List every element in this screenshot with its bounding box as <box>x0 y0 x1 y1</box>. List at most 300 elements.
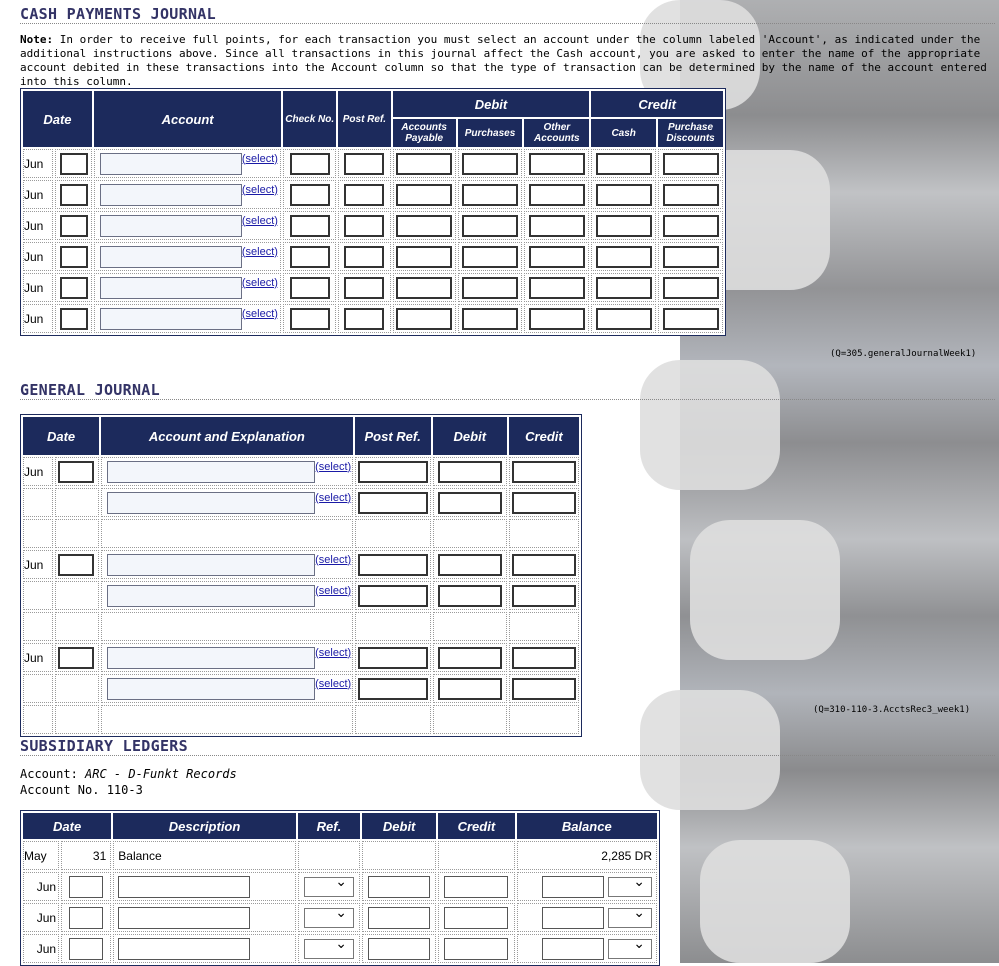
post-ref-cell <box>338 242 391 271</box>
month: Jun <box>23 180 53 209</box>
month: Jun <box>23 242 53 271</box>
month <box>23 705 53 734</box>
debit-cell <box>362 841 436 870</box>
account-cell <box>101 581 352 610</box>
debit-input[interactable] <box>368 876 430 898</box>
general-journal-table <box>20 414 582 737</box>
debit-cell <box>433 457 507 486</box>
note-label: Note: <box>20 33 54 46</box>
day-cell <box>55 674 99 703</box>
title-rule <box>20 399 995 400</box>
month: May <box>23 841 59 870</box>
header-check-no: Check No. <box>283 91 336 147</box>
other-accounts-cell <box>524 211 589 240</box>
purchases-cell <box>458 273 523 302</box>
credit-input[interactable] <box>512 678 576 700</box>
post-ref-cell <box>355 643 431 672</box>
purchase-discounts-input[interactable] <box>663 153 719 175</box>
month <box>23 519 53 548</box>
credit-input[interactable] <box>444 938 508 960</box>
day-input[interactable] <box>58 461 94 483</box>
purchases-input[interactable] <box>462 153 518 175</box>
day-input[interactable] <box>60 277 88 299</box>
day-cell <box>55 273 91 302</box>
cash-input[interactable] <box>596 215 652 237</box>
accounts-payable-input[interactable] <box>396 308 452 330</box>
select-account-link[interactable]: (select) <box>241 307 278 320</box>
other-accounts-cell <box>524 149 589 178</box>
purchase-discounts-input[interactable] <box>663 215 719 237</box>
debit-cell <box>433 519 507 548</box>
purchase-discounts-input[interactable] <box>663 277 719 299</box>
day-input[interactable] <box>69 876 103 898</box>
select-account-link[interactable]: (select) <box>241 183 278 196</box>
post-ref-input[interactable] <box>344 246 384 268</box>
purchase-discounts-input[interactable] <box>663 308 719 330</box>
debit-input[interactable] <box>438 678 502 700</box>
month: Jun <box>23 550 53 579</box>
post-ref-cell <box>355 550 431 579</box>
spacer-row <box>23 519 579 548</box>
header-description: Description <box>113 813 296 839</box>
header-date: Date <box>23 417 99 455</box>
post-ref-input[interactable] <box>344 277 384 299</box>
day-cell <box>55 211 91 240</box>
journal-row <box>23 488 579 517</box>
post-ref-input[interactable] <box>344 308 384 330</box>
month: Jun <box>23 903 59 932</box>
check-no-input[interactable] <box>290 246 330 268</box>
other-accounts-input[interactable] <box>529 277 585 299</box>
puzzle-piece <box>700 840 850 963</box>
other-accounts-cell <box>524 180 589 209</box>
journal-row <box>23 581 579 610</box>
day-cell <box>55 612 99 641</box>
credit-input[interactable] <box>512 647 576 669</box>
credit-cell <box>509 705 579 734</box>
accounts-payable-cell <box>393 273 456 302</box>
account-cell <box>94 149 282 178</box>
select-account-link[interactable]: (select) <box>315 677 352 690</box>
debit-cell <box>362 872 436 901</box>
credit-input[interactable] <box>512 585 576 607</box>
day-input[interactable] <box>58 647 94 669</box>
select-account-link[interactable]: (select) <box>241 214 278 227</box>
balance-type-dropdown[interactable] <box>608 939 652 959</box>
debit-input[interactable] <box>438 647 502 669</box>
account-input[interactable] <box>107 585 315 607</box>
cash-input[interactable] <box>596 308 652 330</box>
post-ref-input[interactable] <box>344 215 384 237</box>
cash-cell <box>591 304 656 333</box>
journal-row <box>23 304 723 333</box>
day-cell <box>55 149 91 178</box>
post-ref-input[interactable] <box>344 184 384 206</box>
balance-type-dropdown[interactable] <box>608 877 652 897</box>
account-cell <box>94 273 282 302</box>
header-other-accounts: Other Accounts <box>524 119 589 147</box>
opening-balance-row <box>23 841 657 870</box>
post-ref-input[interactable] <box>344 153 384 175</box>
post-ref-cell <box>355 488 431 517</box>
post-ref-input[interactable] <box>358 461 428 483</box>
debit-cell <box>433 674 507 703</box>
purchases-input[interactable] <box>462 308 518 330</box>
header-post-ref: Post Ref. <box>338 91 391 147</box>
select-account-link[interactable]: (select) <box>315 553 352 566</box>
accounts-payable-cell <box>393 180 456 209</box>
post-ref-cell <box>338 273 391 302</box>
balance-input[interactable] <box>542 938 604 960</box>
description-cell <box>113 872 296 901</box>
account-input[interactable] <box>107 678 315 700</box>
journal-row <box>23 273 723 302</box>
day-cell <box>55 180 91 209</box>
header-account: Account <box>94 91 282 147</box>
account-input[interactable] <box>100 184 242 206</box>
credit-input[interactable] <box>512 492 576 514</box>
accounts-payable-cell <box>393 149 456 178</box>
subsidiary-ledger-table <box>20 810 660 966</box>
spacer-row <box>23 705 579 734</box>
credit-input[interactable] <box>512 461 576 483</box>
credit-input[interactable] <box>444 876 508 898</box>
check-no-input[interactable] <box>290 308 330 330</box>
accounts-payable-input[interactable] <box>396 277 452 299</box>
day-input[interactable] <box>60 246 88 268</box>
debit-cell <box>433 488 507 517</box>
check-no-input[interactable] <box>290 277 330 299</box>
day-input[interactable] <box>69 938 103 960</box>
purchases-input[interactable] <box>462 246 518 268</box>
purchases-input[interactable] <box>462 184 518 206</box>
credit-cell <box>509 519 579 548</box>
month: Jun <box>23 211 53 240</box>
ref-cell <box>298 934 360 963</box>
credit-cell <box>438 934 514 963</box>
debit-input[interactable] <box>438 554 502 576</box>
credit-cell <box>509 612 579 641</box>
account-input[interactable] <box>100 215 242 237</box>
header-account-explanation: Account and Explanation <box>101 417 352 455</box>
other-accounts-input[interactable] <box>529 215 585 237</box>
cash-payments-title: CASH PAYMENTS JOURNAL <box>20 5 216 23</box>
check-no-cell <box>283 242 336 271</box>
month <box>23 581 53 610</box>
other-accounts-input[interactable] <box>529 153 585 175</box>
other-accounts-cell <box>524 273 589 302</box>
account-cell <box>101 612 352 641</box>
post-ref-input[interactable] <box>358 585 428 607</box>
day: 31 <box>61 841 111 870</box>
post-ref-cell <box>355 457 431 486</box>
account-input[interactable] <box>107 647 315 669</box>
month: Jun <box>23 934 59 963</box>
post-ref-cell <box>338 180 391 209</box>
debit-input[interactable] <box>438 492 502 514</box>
day-cell <box>55 457 99 486</box>
day-cell <box>61 934 111 963</box>
post-ref-cell <box>338 211 391 240</box>
post-ref-input[interactable] <box>358 647 428 669</box>
accounts-payable-input[interactable] <box>396 215 452 237</box>
header-debit: Debit <box>393 91 590 117</box>
check-no-input[interactable] <box>290 184 330 206</box>
journal-row <box>23 550 579 579</box>
puzzle-piece <box>690 520 840 660</box>
purchases-cell <box>458 149 523 178</box>
account-cell <box>101 457 352 486</box>
month <box>23 674 53 703</box>
account-input[interactable] <box>100 308 242 330</box>
header-accounts-payable: Accounts Payable <box>393 119 456 147</box>
header-purchase-discounts: Purchase Discounts <box>658 119 723 147</box>
account-cell <box>101 550 352 579</box>
account-info <box>20 766 237 798</box>
credit-cell <box>438 841 514 870</box>
title-rule <box>20 755 995 756</box>
cash-input[interactable] <box>596 246 652 268</box>
spacer-row <box>23 612 579 641</box>
debit-cell <box>433 550 507 579</box>
journal-row <box>23 674 579 703</box>
cash-cell <box>591 180 656 209</box>
credit-cell <box>509 581 579 610</box>
post-ref-cell <box>338 149 391 178</box>
account-cell <box>94 180 282 209</box>
puzzle-piece <box>640 360 780 490</box>
day-cell <box>55 643 99 672</box>
day-cell <box>55 705 99 734</box>
month: Jun <box>23 273 53 302</box>
purchase-discounts-cell <box>658 149 723 178</box>
credit-input[interactable] <box>444 907 508 929</box>
account-input[interactable] <box>100 153 242 175</box>
accounts-payable-input[interactable] <box>396 184 452 206</box>
purchase-discounts-input[interactable] <box>663 246 719 268</box>
post-ref-cell <box>355 581 431 610</box>
credit-cell <box>509 643 579 672</box>
balance-cell <box>517 903 658 932</box>
description-input[interactable] <box>118 876 250 898</box>
month <box>23 488 53 517</box>
post-ref-cell <box>355 612 431 641</box>
credit-cell <box>438 903 514 932</box>
credit-cell <box>509 550 579 579</box>
purchases-input[interactable] <box>462 277 518 299</box>
post-ref-cell <box>355 519 431 548</box>
select-account-link[interactable]: (select) <box>241 152 278 165</box>
cash-input[interactable] <box>596 277 652 299</box>
day-input[interactable] <box>69 907 103 929</box>
account-cell <box>101 519 352 548</box>
post-ref-input[interactable] <box>358 554 428 576</box>
day-input[interactable] <box>60 153 88 175</box>
header-credit: Credit <box>438 813 514 839</box>
cash-input[interactable] <box>596 184 652 206</box>
debit-cell <box>362 903 436 932</box>
title-rule <box>20 23 995 24</box>
journal-row <box>23 457 579 486</box>
day-cell <box>55 304 91 333</box>
credit-cell <box>438 872 514 901</box>
day-cell <box>61 903 111 932</box>
debit-cell <box>433 581 507 610</box>
select-account-link[interactable]: (select) <box>241 276 278 289</box>
month: Jun <box>23 304 53 333</box>
account-cell <box>94 242 282 271</box>
credit-input[interactable] <box>512 554 576 576</box>
cash-cell <box>591 149 656 178</box>
header-date: Date <box>23 91 92 147</box>
debit-cell <box>433 705 507 734</box>
account-name: ARC - D-Funkt Records <box>85 767 237 781</box>
purchase-discounts-input[interactable] <box>663 184 719 206</box>
account-number: Account No. 110-3 <box>20 783 143 797</box>
purchases-cell <box>458 304 523 333</box>
day-cell <box>55 488 99 517</box>
post-ref-cell <box>355 674 431 703</box>
day-input[interactable] <box>58 554 94 576</box>
purchases-cell <box>458 242 523 271</box>
day-input[interactable] <box>60 308 88 330</box>
account-cell <box>101 643 352 672</box>
description-input[interactable] <box>118 938 250 960</box>
day-cell <box>55 242 91 271</box>
account-input[interactable] <box>100 246 242 268</box>
select-account-link[interactable]: (select) <box>315 646 352 659</box>
credit-cell <box>509 457 579 486</box>
header-debit: Debit <box>433 417 507 455</box>
ledger-row <box>23 934 657 963</box>
day-input[interactable] <box>60 215 88 237</box>
description-cell <box>113 903 296 932</box>
post-ref-input[interactable] <box>358 492 428 514</box>
check-no-input[interactable] <box>290 153 330 175</box>
check-no-input[interactable] <box>290 215 330 237</box>
purchase-discounts-cell <box>658 180 723 209</box>
select-account-link[interactable]: (select) <box>241 245 278 258</box>
month: Jun <box>23 149 53 178</box>
accounts-payable-cell <box>393 211 456 240</box>
header-cash: Cash <box>591 119 656 147</box>
account-input[interactable] <box>107 461 315 483</box>
accounts-payable-input[interactable] <box>396 246 452 268</box>
check-no-cell <box>283 273 336 302</box>
account-input[interactable] <box>100 277 242 299</box>
description-cell <box>113 934 296 963</box>
header-ref: Ref. <box>298 813 360 839</box>
post-ref-input[interactable] <box>358 678 428 700</box>
ledger-row <box>23 872 657 901</box>
subsidiary-ledgers-title: SUBSIDIARY LEDGERS <box>20 737 188 755</box>
note-text: In order to receive full points, for each transaction you must select an account under the column labeled 'Account', as indicated under the additional instructions above. Since all transactions in this journal affect the Cash account, you are asked to enter the name of the appropriate account debited in these transactions into the Account column so that the type of transaction can be determined by the name of the account entered into this column. <box>20 33 987 88</box>
account-input[interactable] <box>107 492 315 514</box>
accounts-payable-cell <box>393 304 456 333</box>
post-ref-cell <box>355 705 431 734</box>
balance-cell <box>517 872 658 901</box>
account-cell <box>101 674 352 703</box>
other-accounts-cell <box>524 304 589 333</box>
accounts-payable-cell <box>393 242 456 271</box>
credit-cell <box>509 488 579 517</box>
account-cell <box>101 705 352 734</box>
check-no-cell <box>283 180 336 209</box>
other-accounts-input[interactable] <box>529 246 585 268</box>
ref-dropdown[interactable] <box>304 939 354 959</box>
balance-input[interactable] <box>542 876 604 898</box>
header-credit: Credit <box>591 91 723 117</box>
account-cell <box>94 211 282 240</box>
header-debit: Debit <box>362 813 436 839</box>
cash-cell <box>591 211 656 240</box>
cash-input[interactable] <box>596 153 652 175</box>
day-cell <box>55 519 99 548</box>
debit-input[interactable] <box>368 907 430 929</box>
ref-dropdown[interactable] <box>304 908 354 928</box>
ref-cell <box>298 903 360 932</box>
header-balance: Balance <box>517 813 658 839</box>
ledger-row <box>23 903 657 932</box>
other-accounts-input[interactable] <box>529 308 585 330</box>
debit-input[interactable] <box>368 938 430 960</box>
account-input[interactable] <box>107 554 315 576</box>
purchases-cell <box>458 211 523 240</box>
cash-cell <box>591 242 656 271</box>
debit-input[interactable] <box>438 461 502 483</box>
post-ref-cell <box>338 304 391 333</box>
ref-dropdown[interactable] <box>304 877 354 897</box>
debit-input[interactable] <box>438 585 502 607</box>
select-account-link[interactable]: (select) <box>315 491 352 504</box>
question-reference: (Q=305.generalJournalWeek1) <box>830 349 977 359</box>
puzzle-piece <box>640 690 780 810</box>
balance-input[interactable] <box>542 907 604 929</box>
balance-type-dropdown[interactable] <box>608 908 652 928</box>
month: Jun <box>23 457 53 486</box>
description-input[interactable] <box>118 907 250 929</box>
select-account-link[interactable]: (select) <box>315 460 352 473</box>
day-cell <box>55 550 99 579</box>
select-account-link[interactable]: (select) <box>315 584 352 597</box>
header-credit: Credit <box>509 417 579 455</box>
accounts-payable-input[interactable] <box>396 153 452 175</box>
other-accounts-input[interactable] <box>529 184 585 206</box>
instructions-note <box>20 33 995 89</box>
journal-row <box>23 242 723 271</box>
purchases-cell <box>458 180 523 209</box>
month: Jun <box>23 643 53 672</box>
cash-cell <box>591 273 656 302</box>
description: Balance <box>113 841 296 870</box>
balance-value: 2,285 DR <box>517 841 658 870</box>
purchases-input[interactable] <box>462 215 518 237</box>
cash-payments-table <box>20 88 726 336</box>
day-cell <box>61 872 111 901</box>
ref-cell <box>298 872 360 901</box>
ref-cell <box>298 841 360 870</box>
purchase-discounts-cell <box>658 273 723 302</box>
purchase-discounts-cell <box>658 242 723 271</box>
day-input[interactable] <box>60 184 88 206</box>
check-no-cell <box>283 304 336 333</box>
purchase-discounts-cell <box>658 304 723 333</box>
account-cell <box>94 304 282 333</box>
question-reference: (Q=310-110-3.AcctsRec3_week1) <box>813 705 971 715</box>
header-date: Date <box>23 813 111 839</box>
journal-row <box>23 149 723 178</box>
debit-cell <box>433 612 507 641</box>
